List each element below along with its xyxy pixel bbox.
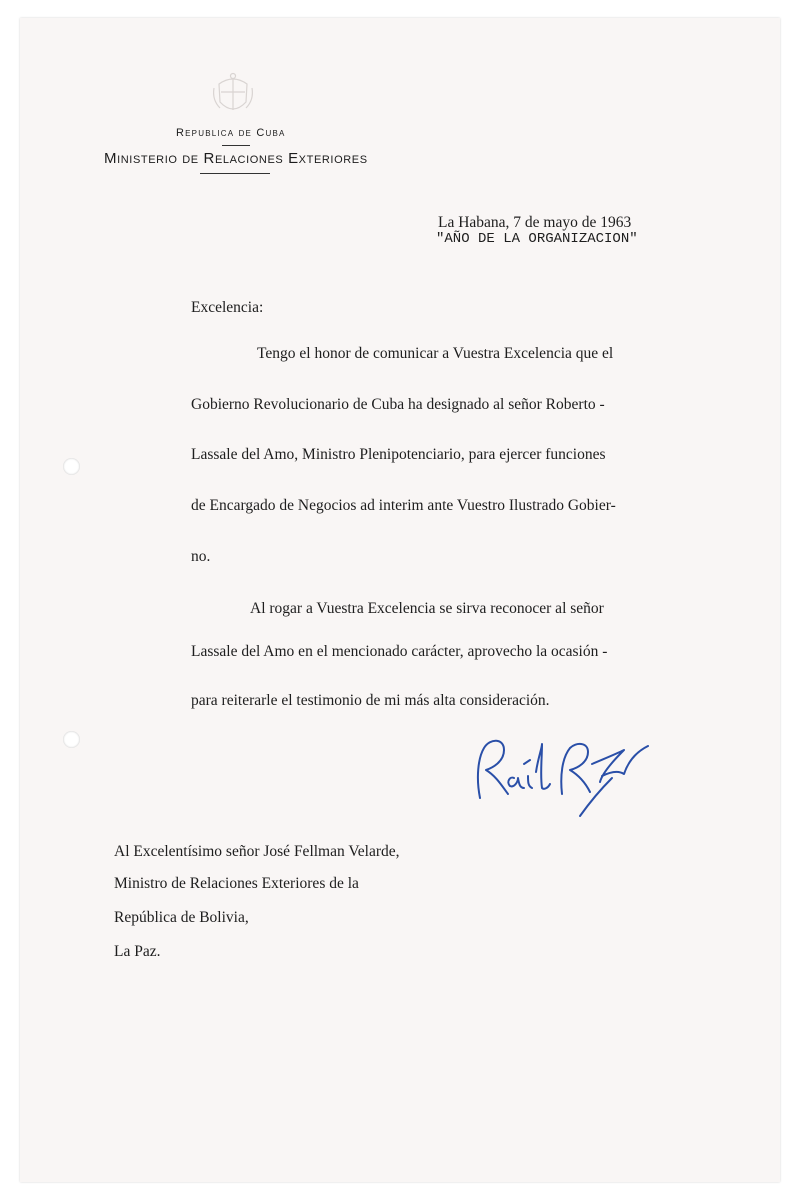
year-motto: "AÑO DE LA ORGANIZACION"	[436, 231, 638, 247]
addressee-line: Al Excelentísimo señor José Fellman Velarde,	[114, 843, 400, 860]
body-line: Gobierno Revolucionario de Cuba ha designado al señor Roberto -	[191, 396, 605, 413]
letterhead-ministry: Ministerio de Relaciones Exteriores	[104, 150, 368, 167]
addressee-line: República de Bolivia,	[114, 909, 249, 926]
punch-hole-top	[63, 458, 80, 475]
addressee-line: La Paz.	[114, 943, 161, 960]
body-line: Al rogar a Vuestra Excelencia se sirva reconocer al señor	[250, 600, 604, 617]
body-line: no.	[191, 548, 211, 565]
body-line: de Encargado de Negocios ad interim ante Vuestro Ilustrado Gobier-	[191, 497, 616, 514]
body-line: para reiterarle el testimonio de mi más alta consideración.	[191, 692, 550, 709]
letterhead-underline	[200, 173, 270, 174]
body-line: Lassale del Amo, Ministro Plenipotenciario, para ejercer funciones	[191, 446, 606, 463]
coat-of-arms-icon	[210, 70, 256, 118]
signature	[462, 718, 662, 818]
punch-hole-bottom	[63, 731, 80, 748]
body-line: Lassale del Amo en el mencionado carácter, aprovecho la ocasión -	[191, 643, 608, 660]
letterhead-republic: Republica de Cuba	[176, 127, 286, 139]
salutation: Excelencia:	[191, 299, 264, 316]
body-line: Tengo el honor de comunicar a Vuestra Excelencia que el	[257, 345, 614, 362]
dateline: La Habana, 7 de mayo de 1963	[438, 214, 632, 231]
addressee-line: Ministro de Relaciones Exteriores de la	[114, 875, 359, 892]
letterhead-divider	[222, 145, 250, 146]
